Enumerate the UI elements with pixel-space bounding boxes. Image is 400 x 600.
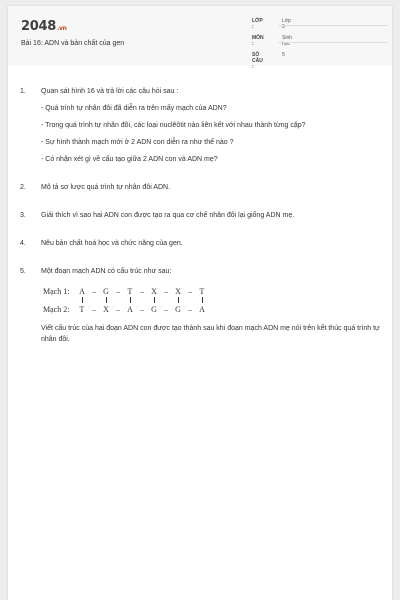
nucleotide: A [127,304,133,314]
strand-label: Mạch 2: [43,304,70,314]
strand-sequence [76,286,208,297]
count-label: SỐ CÂU : [252,52,263,70]
bond-line [178,297,179,303]
bond-dash: – [164,286,168,296]
bond-line [82,297,83,303]
question-2 [20,182,380,193]
sub-question: - Quá trình tự nhân đôi đã diễn ra trên mấy mạch của ADN? [41,105,227,112]
question-3 [20,210,380,221]
nucleotide: A [79,286,85,296]
dna-strand-diagram [43,285,380,315]
question-number: 5. [20,268,26,275]
nucleotide: T [127,286,133,296]
nucleotide: X [175,286,181,296]
class-label: LỚP : [252,18,263,30]
worksheet-header [8,6,392,70]
question-list [20,86,380,345]
nucleotide: A [199,304,205,314]
bond-line [202,297,203,303]
bond-line [106,297,107,303]
dna-strand-1 [43,285,380,297]
sub-question: - Sự hình thành mạch mới ở 2 ADN con diễn ra như thế nào ? [41,139,234,146]
bond-dash: – [140,304,144,314]
strand-label: Mạch 1: [43,286,70,296]
bond-dash: – [188,286,192,296]
worksheet-page [8,6,392,600]
question-number: 3. [20,212,26,219]
nucleotide: T [199,286,205,296]
meta-divider [278,42,388,43]
bond-dash: – [116,304,120,314]
question-text: Giải thích vì sao hai ADN con được tạo ra qua cơ chế nhân đôi lại giống ADN mẹ. [41,212,295,219]
bond-dash: – [116,286,120,296]
bond-dash: – [92,304,96,314]
count-value: 5 [282,52,285,58]
question-number: 4. [20,240,26,247]
logo-main: 2048 [21,19,56,34]
bond-line [130,297,131,303]
question-number: 2. [20,184,26,191]
nucleotide: T [79,304,85,314]
bond-line [154,297,155,303]
nucleotide: X [151,286,157,296]
question-text: Mô tả sơ lược quá trình tự nhân đôi ADN. [41,184,171,191]
bond-dash: – [92,286,96,296]
nucleotide: X [103,304,109,314]
class-value: Lớp 9 [282,18,291,30]
nucleotide: G [103,286,109,296]
bond-dash: – [164,304,168,314]
question-text: Nêu bản chất hoá học và chức năng của gen. [41,240,183,247]
question-number: 1. [20,88,26,95]
subject-value: Sinh học [282,35,293,47]
sub-question: - Có nhận xét gì về cấu tạo giữa 2 ADN con và ADN mẹ? [41,156,218,163]
subject-label: MÔN : [252,35,264,47]
sub-question: - Trong quá trình tự nhân đôi, các loại nuclêôtit nào liên kết với nhau thành từng cặp? [41,122,306,129]
question-5 [20,266,380,345]
lesson-title: Bài 16: ADN và bản chất của gen [21,40,125,47]
dna-strand-2 [43,303,380,315]
meta-divider [278,25,388,26]
question-4 [20,238,380,249]
question-text: Quan sát hình 16 và trả lời các câu hỏi sau : [41,88,179,95]
bond-dash: – [140,286,144,296]
nucleotide: G [151,304,157,314]
question-1 [20,86,380,165]
logo-suffix: .vn [56,25,67,32]
question-text: Một đoạn mạch ADN có cấu trúc như sau: [41,268,172,275]
question-followup: Viết cấu trúc của hai đoạn ADN con được tạo thành sau khi đoạn mạch ADN mẹ nói trên kết thúc quá trình tự nhân đôi. [41,325,380,343]
strand-sequence [76,304,208,315]
site-logo[interactable] [21,19,67,34]
bond-dash: – [188,304,192,314]
nucleotide: G [175,304,181,314]
